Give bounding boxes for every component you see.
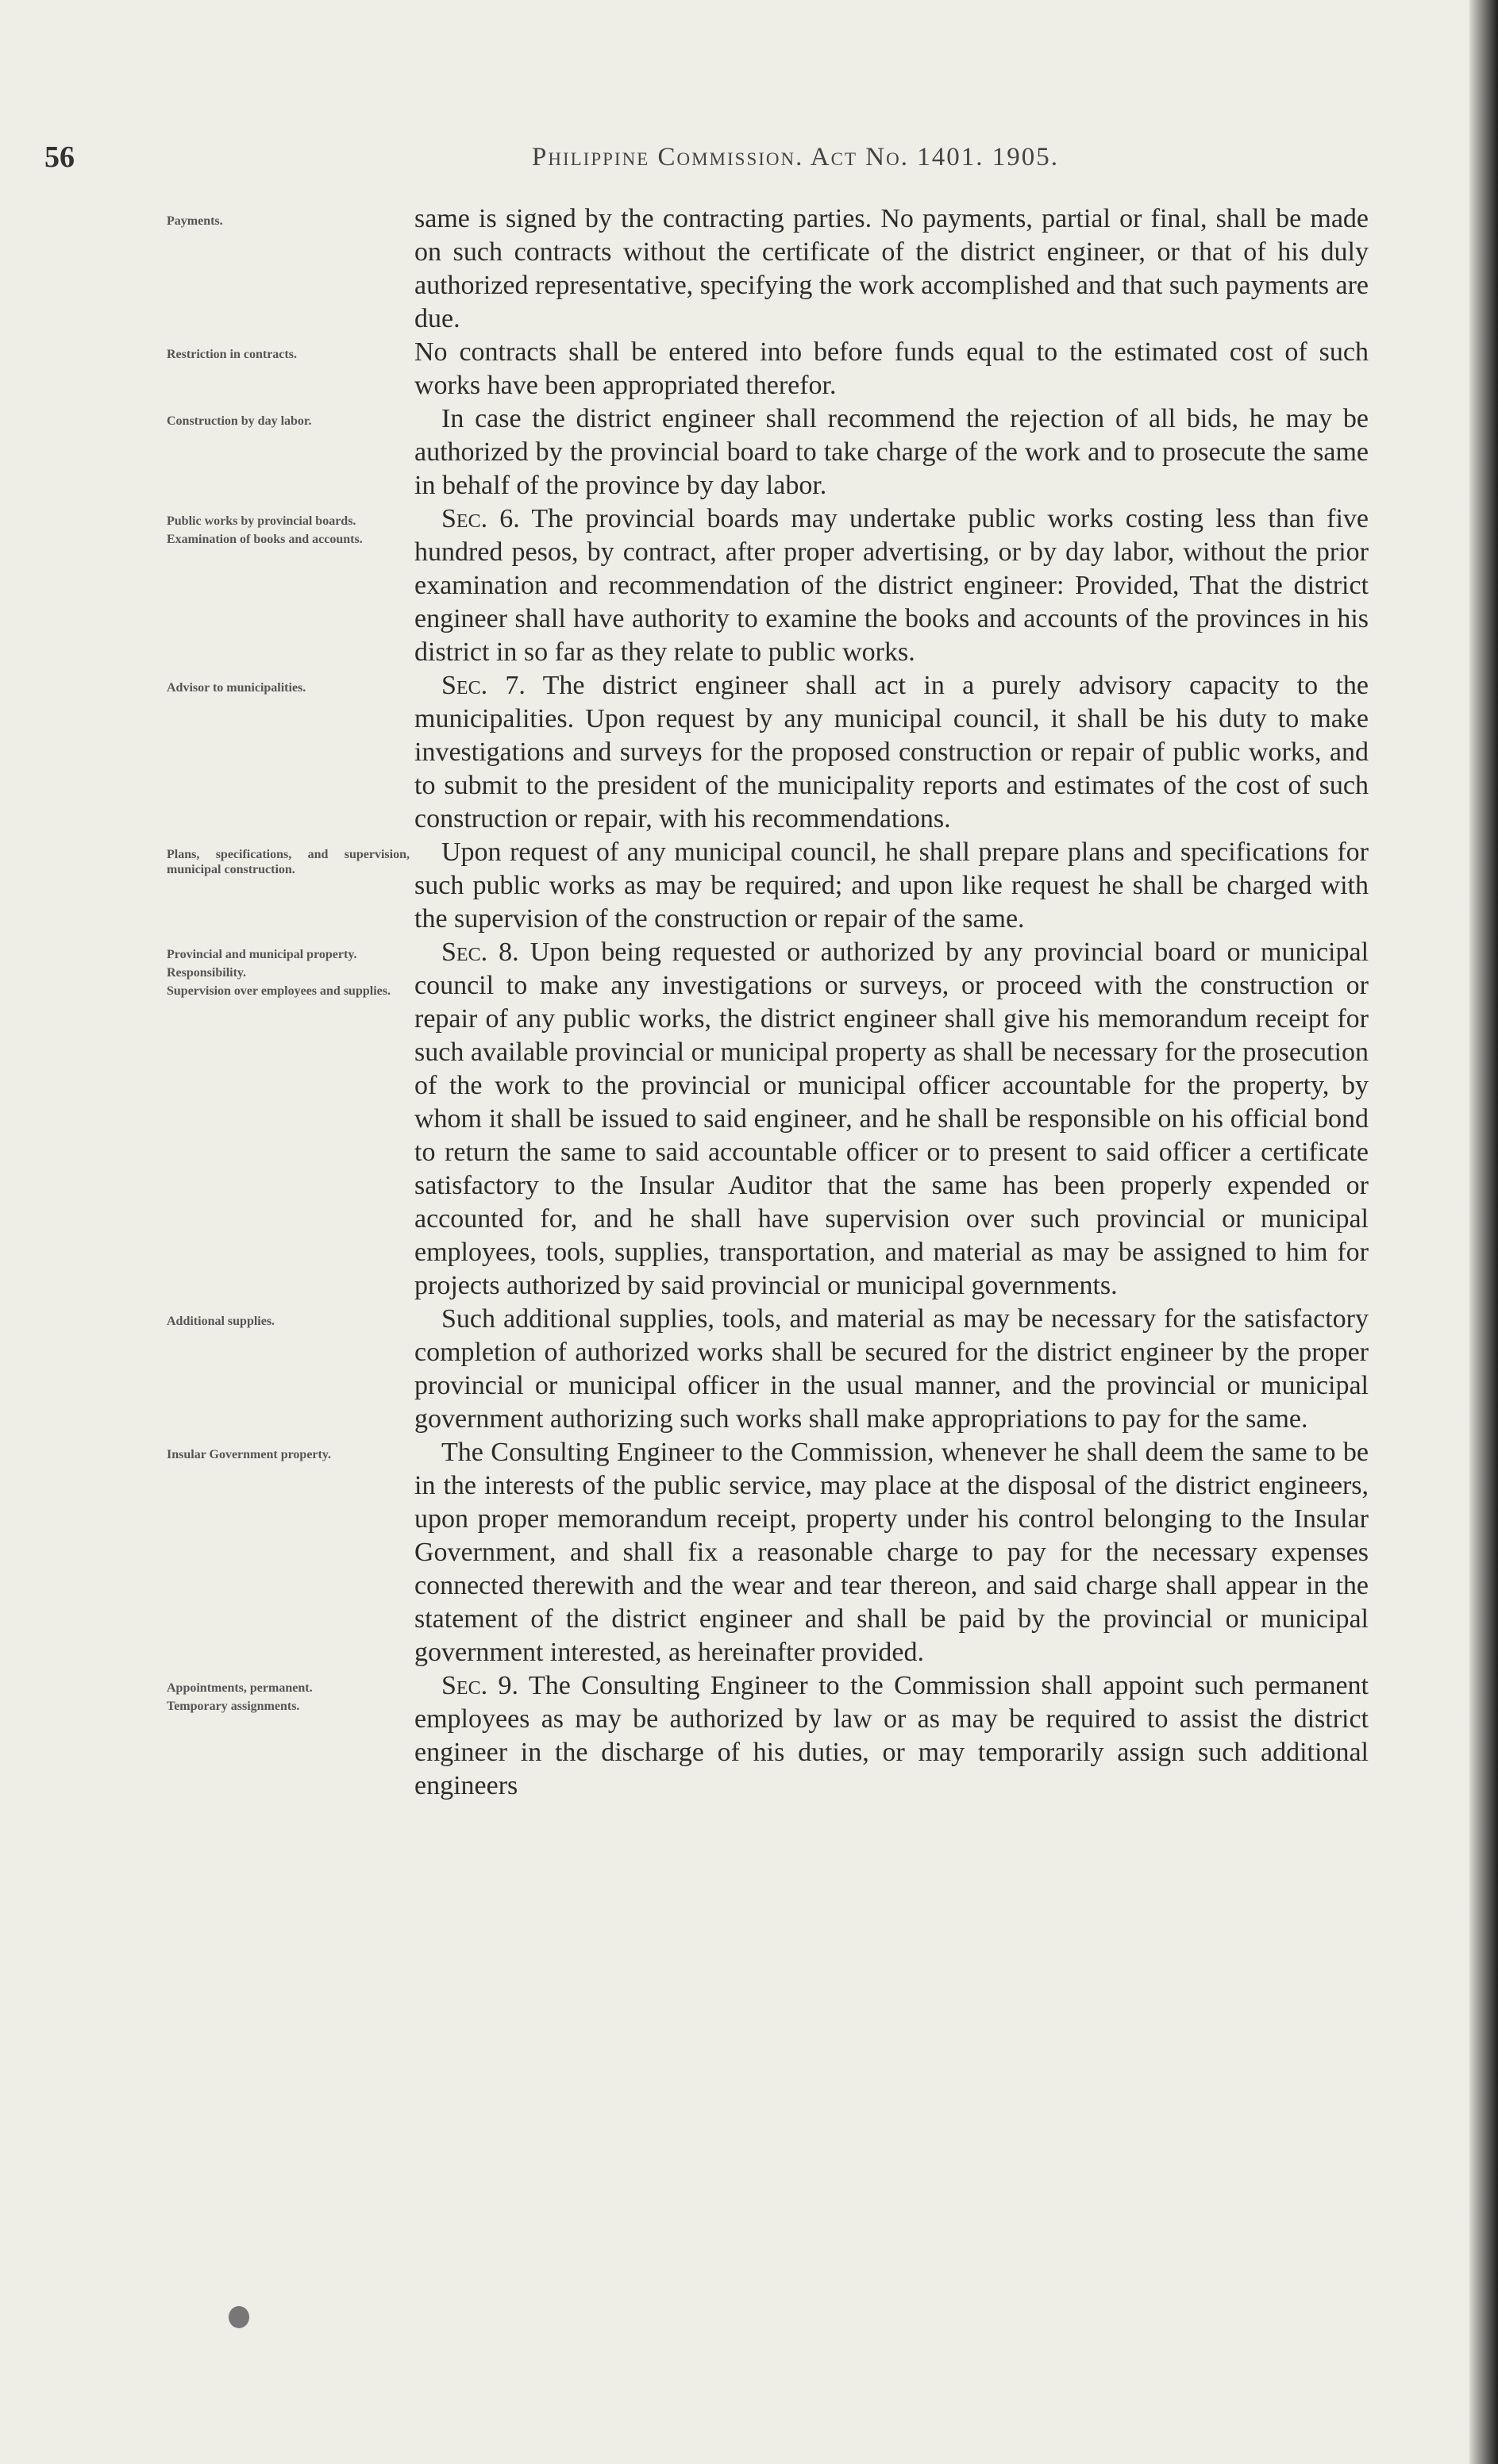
section-block [167,502,1381,669]
section-block [167,402,1381,502]
margin-note: Additional supplies. [167,1315,275,1328]
margin-note: Provincial and municipal property. [167,948,357,961]
paragraph-text: Such additional supplies, tools, and material as may be necessary for the satisfactory completion of authorized works shall be secured for the district engineer by the proper provincial or municipal officer in the usual manner, and the provincial or municipal government authorizing such works shall make appropriations to pay for the same. [414,1304,1369,1434]
margin-note: Temporary assignments. [167,1700,300,1713]
margin-note: Advisor to municipalities. [167,681,306,695]
page-number: 56 [44,141,75,174]
section-number: Sec. 9. [441,1671,519,1700]
paragraph-text: The Consulting Engineer to the Commission shall appoint such permanent employees as may be authorized by law or as may be required to assist the district engineer in the discharge of his duties, or may temporarily assign such additional engineers [414,1671,1369,1800]
body-text [414,1303,1369,1436]
margin-note: Supervision over employees and supplies. [167,984,391,998]
document-body [167,202,1381,1803]
margin-note: Plans, specifications, and supervision, municipal construction. [167,848,410,876]
section-block [167,1303,1381,1436]
paragraph [414,836,1369,936]
paragraph [414,336,1369,402]
paragraph [414,1669,1369,1803]
paragraph-text: The district engineer shall act in a purely advisory capacity to the municipalities. Upon request by any municipal council, it shall be his duty to make investigations and surveys for the proposed construction or repair of public works, and to submit to the president of the municipality reports and estimates of the cost of such construction or repair, with his recommendations. [414,671,1369,834]
paragraph-text: Upon being requested or authorized by any provincial board or municipal council to make any investigations or surveys, or proceed with the construction or repair of any public works, the district engineer shall give his memorandum receipt for such available provincial or municipal property as shall be necessary for the prosecution of the work to the provincial or municipal officer accountable for the property, by whom it shall be issued to said engineer, and he shall be responsible on his official bond to return the same to said accountable officer or to present to said officer a certificate satisfactory to the Insular Auditor that the same has been properly expended or accounted for, and he shall have supervision over such provincial or municipal employees, tools, supplies, transportation, and material as may be assigned to him for projects authorized by said provincial or municipal governments. [414,937,1369,1300]
margin-notes [167,1669,414,1717]
section-block [167,336,1381,402]
section-block [167,936,1381,1303]
margin-note: Responsibility. [167,966,247,980]
section-number: Sec. 6. [441,504,520,533]
section-block [167,1436,1381,1669]
margin-note: Construction by day labor. [167,414,312,428]
body-text [414,936,1369,1303]
paragraph [414,936,1369,1303]
running-head: Philippine Commission. Act No. 1401. 1905. [532,143,1059,171]
section-block [167,836,1381,936]
section-block [167,1669,1381,1803]
paragraph-text: same is signed by the contracting parties. No payments, partial or final, shall be made on such contracts without the certificate of the district engineer, or that of his duly authorized representative, specifying the work accomplished and that such payments are due. [414,204,1369,333]
body-text [414,202,1369,336]
margin-notes [167,836,414,880]
section-number: Sec. 8. [441,937,519,967]
section-block [167,669,1381,836]
paragraph-text: The Consulting Engineer to the Commission, whenever he shall deem the same to be in the interests of the public service, may place at the disposal of the district engineers, upon proper memorandum receipt, property under his control belonging to the Insular Government, and shall fix a reasonable charge to pay for the necessary expenses connected therewith and the wear and tear thereon, and said charge shall appear in the statement of the district engineer and shall be paid by the provincial or municipal government interested, as hereinafter provided. [414,1438,1369,1667]
margin-note: Insular Government property. [167,1448,331,1461]
margin-note: Restriction in contracts. [167,348,297,361]
ink-blot [229,2306,249,2328]
paragraph [414,502,1369,669]
margin-notes [167,502,414,550]
section-number: Sec. 7. [441,671,526,700]
paragraph [414,202,1369,336]
margin-note: Examination of books and accounts. [167,533,363,546]
margin-note: Public works by provincial boards. [167,514,356,528]
margin-notes [167,402,414,432]
paragraph-text: No contracts shall be entered into before funds equal to the estimated cost of such works have been appropriated therefor. [414,337,1369,400]
page-edge-shadow [1469,0,1498,2464]
paragraph-text: In case the district engineer shall recommend the rejection of all bids, he may be authorized by the provincial board to take charge of the work and to prosecute the same in behalf of the province by day labor. [414,404,1369,500]
paragraph [414,669,1369,836]
paragraph [414,1436,1369,1669]
body-text [414,836,1369,936]
margin-notes [167,336,414,365]
body-text [414,1669,1369,1803]
section-block [167,202,1381,336]
margin-notes [167,1303,414,1332]
margin-note: Payments. [167,214,223,228]
body-text [414,669,1369,836]
margin-notes [167,202,414,232]
margin-notes [167,1436,414,1465]
paragraph [414,402,1369,502]
page-header [44,140,1378,187]
body-text [414,336,1369,402]
margin-note: Appointments, permanent. [167,1681,313,1695]
paragraph-text: Upon request of any municipal council, he shall prepare plans and specifications for such public works as may be required; and upon like request he shall be charged with the supervision of the construction or repair of the same. [414,837,1369,934]
margin-notes [167,669,414,699]
margin-notes [167,936,414,1002]
body-text [414,1436,1369,1669]
body-text [414,502,1369,669]
paragraph [414,1303,1369,1436]
body-text [414,402,1369,502]
paragraph-text: The provincial boards may undertake public works costing less than five hundred pesos, by contract, after proper advertising, or by day labor, without the prior examination and recommendation of the district engineer: Provided, That the district engineer shall have authority to examine the books and accounts of the provinces in his district in so far as they relate to public works. [414,504,1369,667]
